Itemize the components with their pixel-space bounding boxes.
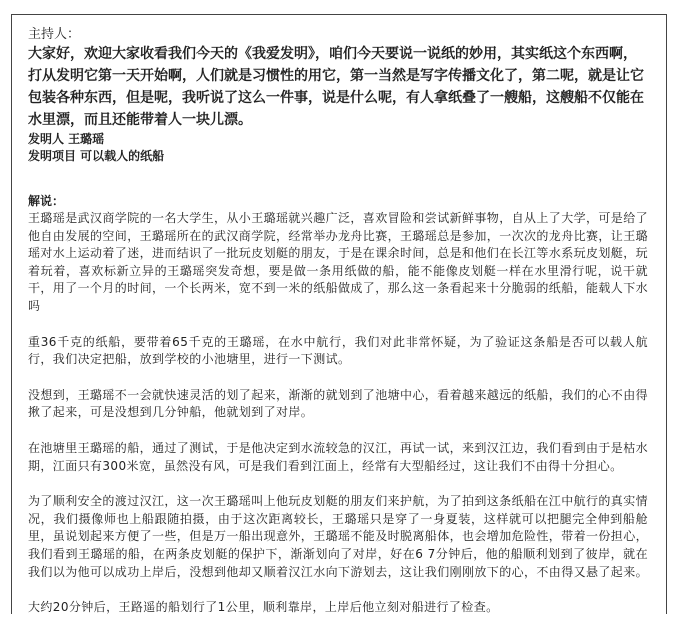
- host-speech: 大家好，欢迎大家收看我们今天的《我爱发明》，咱们今天要说一说纸的妙用，其实纸这个东西啊，打从发明它第一天开始啊，人们就是习惯性的用它，第一当然是写字传播文化了，第二呢，就是让它包装各种东西，但是呢，我听说了这么一件事，说是什么呢，有人拿纸叠了一艘船，这艘船不仅能在水里漂，而且还能带着人一块儿漂。: [28, 46, 644, 128]
- explanation-paragraph-6: 大约20分钟后，王路遥的船划行了1公里，顺利靠岸，上岸后他立刻对船进行了检查。: [28, 600, 499, 615]
- inventor-line: 发明人 王璐瑶: [28, 132, 105, 146]
- document-content: [28, 26, 648, 635]
- host-label: 主持人：: [28, 27, 81, 42]
- project-line: 发明项目 可以载人的纸船: [28, 149, 165, 163]
- explanation-paragraph-1: 王璐瑶是武汉商学院的一名大学生，从小王璐瑶就兴趣广泛，喜欢冒险和尝试新鲜事物，自从上了大学，可是给了他自由发展的空间，王璐瑶所在的武汉商学院，经常举办龙舟比赛，王璐瑶总是参加，一次次的龙舟比赛，让王璐瑶对水上运动着了迷，进而结识了一批玩皮划艇的朋友，于是在课余时间，总是和他们在长江等水系玩皮划艇，玩着玩着，喜欢标新立异的王璐瑶突发奇想，要是做一条用纸做的船，能不能像皮划艇一样在水里滑行呢，说干就干，用了一个月的时间，一个长两米，宽不到一米的纸船做成了，那么这一条看起来十分脆弱的纸船，能载人下水吗: [28, 211, 649, 313]
- explanation-paragraph-3: 没想到，王璐瑶不一会就快速灵活的划了起来，渐渐的就划到了池塘中心，看着越来越远的纸船，我们的心不由得揪了起来，可是没想到几分钟船，他就划到了对岸。: [28, 387, 649, 420]
- section-spacer: [28, 165, 648, 193]
- explanation-paragraph-5: 为了顺利安全的渡过汉江，这一次王璐瑶叫上他玩皮划艇的朋友们来护航，为了拍到这条纸船在江中航行的真实情况，我们摄像师也上船跟随拍摄，由于这次距离较长，王璐瑶只是穿了一身夏装，这样就可以把腿完全伸到船舱里，虽说划起来方便了一些，但是万一船出现意外，王璐瑶不能及时脱离船体，也会增加危险性，带着一份担心，我们看到王璐瑶的船，在两条皮划艇的保护下，渐渐划向了对岸，好在6 7分钟后，他的船顺利划到了彼岸，就在我们以为他可以成功上岸后，没想到他却又顺着汉江水向下游划去，这让我们刚刚放下的心，不由得又悬了起来。: [28, 494, 649, 579]
- explanation-paragraph-4: 在池塘里王璐瑶的船，通过了测试，于是他决定到水流较急的汉江，再试一试，来到汉江边，我们看到由于是枯水期，江面只有300米宽，虽然没有风，可是我们看到江面上，经常有大型船经过，这让我们不由得十分担心。: [28, 440, 649, 473]
- explanation-paragraph-2: 重36千克的纸船，要带着65千克的王璐瑶，在水中航行，我们对此非常怀疑，为了验证这条船是否可以载人航行，我们决定把船，放到学校的小池塘里，进行一下测试。: [28, 334, 648, 367]
- explanation-title: 解说：: [28, 194, 65, 208]
